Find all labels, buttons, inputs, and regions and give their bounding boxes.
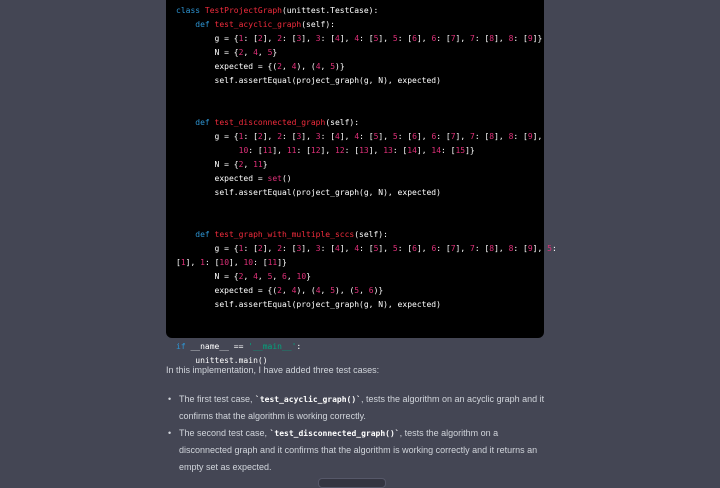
code-token: ,: [320, 62, 331, 71]
code-token: 10: [238, 146, 249, 155]
code-token: N = {: [176, 272, 239, 281]
code-token: 11: [253, 160, 263, 169]
code-token: ],: [301, 244, 316, 253]
code-token: 5: [373, 132, 379, 141]
code-token: :: [551, 244, 557, 253]
code-token: 2: [257, 132, 263, 141]
code-line: [176, 228, 557, 242]
code-token: ],: [339, 244, 355, 253]
code-token: N = {: [176, 48, 239, 57]
code-token: ,: [281, 62, 292, 71]
code-token: : [: [474, 244, 490, 253]
code-token: 6: [412, 244, 417, 253]
code-token: 14: [407, 146, 417, 155]
code-token: ],: [416, 132, 432, 141]
code-token: test_graph_with_multiple_sccs: [214, 230, 355, 239]
code-token: 4: [315, 62, 321, 71]
code-token: : [: [436, 34, 451, 43]
code-token: ],: [455, 132, 470, 141]
code-token: : [: [397, 244, 413, 253]
code-token: ],: [320, 146, 335, 155]
code-token: : [: [359, 132, 374, 141]
code-token: : [: [436, 132, 451, 141]
code-line: [176, 74, 557, 88]
code-token: ],: [532, 244, 548, 253]
code-token: 2: [277, 286, 282, 295]
code-token: 6: [431, 34, 437, 43]
list-item: [166, 391, 546, 425]
code-token: def: [195, 118, 215, 127]
inline-code: `test_disconnected_graph()`: [269, 429, 400, 438]
code-token: ,: [359, 286, 369, 295]
code-token: 3: [296, 132, 302, 141]
code-token: }: [306, 272, 311, 281]
code-token: ],: [272, 146, 287, 155]
code-token: 8: [508, 34, 514, 43]
code-token: ],: [416, 34, 432, 43]
code-token: test_disconnected_graph: [214, 118, 326, 127]
code-token: self.assertEqual(project_graph(g, N), expected): [176, 76, 441, 85]
code-token: set: [267, 174, 282, 183]
test-case-list: [166, 391, 546, 476]
code-token: )}: [373, 286, 384, 295]
code-token: ],: [262, 132, 278, 141]
code-token: : [: [441, 146, 456, 155]
code-token: : [: [320, 244, 336, 253]
code-token: 3: [315, 34, 321, 43]
code-token: ],: [455, 34, 470, 43]
code-line: [176, 186, 557, 200]
code-token: '__main__': [248, 342, 297, 351]
code-token: 7: [470, 34, 475, 43]
code-token: 7: [450, 34, 456, 43]
code-token: ), (: [296, 62, 316, 71]
code-token: g = {: [176, 132, 239, 141]
code-token: 3: [296, 34, 302, 43]
code-token: 5: [354, 286, 360, 295]
code-token: ,: [243, 160, 254, 169]
code-token: 2: [257, 244, 263, 253]
code-token: ,: [243, 48, 254, 57]
code-line: [176, 312, 557, 326]
code-line: [176, 242, 557, 256]
code-token: ],: [416, 244, 432, 253]
code-token: : [: [282, 244, 297, 253]
code-token: class: [176, 6, 205, 15]
code-token: 5: [392, 132, 398, 141]
code-token: : [: [397, 34, 413, 43]
code-token: 4: [335, 244, 340, 253]
code-line: [176, 46, 557, 60]
code-line: [176, 172, 557, 186]
code-token: : [: [359, 244, 374, 253]
code-token: 8: [489, 132, 495, 141]
code-token: ,: [243, 272, 254, 281]
code-token: ],: [339, 132, 355, 141]
code-line: [176, 284, 557, 298]
code-token: ],: [378, 34, 393, 43]
code-token: ,: [257, 272, 268, 281]
bullet-text-before: The first test case,: [179, 394, 256, 404]
code-token: if: [176, 342, 191, 351]
code-token: 9: [527, 132, 533, 141]
code-token: (self):: [354, 230, 388, 239]
code-token: ]}: [277, 258, 287, 267]
code-token: [176, 118, 195, 127]
code-token: 10: [243, 258, 254, 267]
code-token: : [: [359, 34, 374, 43]
list-item: [166, 425, 546, 476]
code-token: ],: [455, 244, 470, 253]
code-token: }: [262, 160, 268, 169]
code-token: 3: [315, 244, 321, 253]
code-token: 13: [383, 146, 393, 155]
code-token: ],: [339, 34, 355, 43]
code-token: 9: [527, 244, 533, 253]
code-token: 2: [238, 160, 244, 169]
code-token: 14: [431, 146, 442, 155]
code-token: 4: [253, 48, 258, 57]
code-token: 4: [291, 62, 297, 71]
code-token: ,: [272, 272, 283, 281]
code-token: 12: [335, 146, 345, 155]
code-token: (): [281, 174, 292, 183]
bullet-text-after: , tests the algorithm on a disconnected graph and it confirms that the algorithm is working correctly and it returns an empty set as expected.: [179, 428, 538, 472]
code-token: : [: [282, 132, 297, 141]
code-line: [176, 130, 557, 144]
code-token: [176, 146, 239, 155]
code-token: 1: [238, 34, 244, 43]
code-line: [176, 214, 557, 228]
code-token: 6: [282, 272, 287, 281]
code-token: ],: [494, 244, 509, 253]
code-token: 6: [412, 34, 417, 43]
code-token: 2: [238, 48, 244, 57]
code-token: : [: [248, 146, 263, 155]
code-token: ), (: [335, 286, 355, 295]
code-token: ],: [185, 258, 201, 267]
inline-code: `test_acyclic_graph()`: [255, 395, 361, 404]
code-line: [176, 60, 557, 74]
code-token: : [: [204, 258, 220, 267]
code-token: 6: [431, 244, 437, 253]
code-token: ],: [532, 132, 543, 141]
code-token: 6: [431, 132, 437, 141]
code-token: 10: [296, 272, 307, 281]
code-token: 1: [238, 132, 244, 141]
code-token: ],: [368, 146, 384, 155]
code-token: 8: [508, 244, 514, 253]
code-token: ,: [286, 272, 297, 281]
code-token: }: [272, 48, 278, 57]
code-token: 8: [508, 132, 514, 141]
code-token: [176, 20, 195, 29]
scroll-to-bottom-button[interactable]: [318, 478, 386, 488]
code-token: unittest.main(): [176, 356, 268, 365]
code-token: : [: [436, 244, 451, 253]
code-content: [176, 4, 557, 368]
code-token: 5: [330, 62, 336, 71]
code-token: 5: [267, 272, 273, 281]
code-token: 4: [315, 286, 321, 295]
bullet-text-after: , tests the algorithm on an acyclic graph and it confirms that the algorithm is working correctly.: [179, 394, 545, 421]
code-token: 5: [392, 34, 398, 43]
code-line: [176, 298, 557, 312]
code-line: [176, 116, 557, 130]
code-token: g = {: [176, 34, 239, 43]
code-token: 7: [470, 244, 475, 253]
code-token: 7: [450, 244, 456, 253]
code-token: test_acyclic_graph: [214, 20, 302, 29]
code-token: 6: [412, 132, 417, 141]
code-token: g = {: [176, 244, 239, 253]
code-token: : [: [243, 34, 258, 43]
code-token: (unittest.TestCase):: [281, 6, 379, 15]
code-token: [176, 230, 195, 239]
code-token: : [: [282, 34, 297, 43]
code-token: 11: [262, 146, 273, 155]
code-token: expected = {(: [176, 286, 278, 295]
code-token: : [: [243, 244, 258, 253]
code-token: 5: [392, 244, 398, 253]
code-token: 6: [368, 286, 374, 295]
code-token: : [: [344, 146, 360, 155]
code-token: 9: [527, 34, 533, 43]
code-token: 4: [335, 34, 340, 43]
code-line: [176, 102, 557, 116]
code-token: 4: [354, 132, 360, 141]
code-line: [176, 18, 557, 32]
code-token: : [: [320, 34, 336, 43]
code-token: (self):: [301, 20, 335, 29]
code-token: 8: [489, 244, 495, 253]
code-token: ,: [281, 286, 292, 295]
code-token: expected = {(: [176, 62, 278, 71]
code-token: ]}: [465, 146, 475, 155]
code-token: 5: [373, 244, 379, 253]
code-token: ],: [229, 258, 244, 267]
code-line: [176, 158, 557, 172]
code-token: ,: [257, 48, 268, 57]
code-token: 3: [296, 244, 302, 253]
code-token: 2: [277, 244, 283, 253]
code-token: self.assertEqual(project_graph(g, N), expected): [176, 188, 441, 197]
bullet-text-before: The second test case,: [179, 428, 270, 438]
code-token: 2: [277, 34, 283, 43]
code-line: [176, 270, 557, 284]
code-token: ],: [378, 132, 393, 141]
code-token: : [: [513, 132, 528, 141]
code-line: [176, 144, 557, 158]
code-token: ],: [494, 34, 509, 43]
code-token: def: [195, 20, 215, 29]
code-token: : [: [253, 258, 268, 267]
code-token: __name__ ==: [190, 342, 249, 351]
code-token: 5: [330, 286, 336, 295]
code-token: : [: [243, 132, 258, 141]
code-token: :: [296, 342, 302, 351]
code-token: 3: [315, 132, 321, 141]
code-token: 2: [257, 34, 263, 43]
code-token: : [: [296, 146, 311, 155]
code-token: ]}: [532, 34, 543, 43]
code-token: ],: [494, 132, 509, 141]
code-token: 8: [489, 34, 495, 43]
code-token: expected =: [176, 174, 268, 183]
code-token: ],: [378, 244, 393, 253]
code-token: 7: [470, 132, 475, 141]
code-token: )}: [335, 62, 345, 71]
code-token: 2: [277, 132, 283, 141]
code-token: 11: [286, 146, 297, 155]
code-token: 2: [277, 62, 282, 71]
code-token: 1: [180, 258, 186, 267]
code-token: TestProjectGraph: [204, 6, 282, 15]
code-token: ],: [416, 146, 432, 155]
code-token: ],: [262, 34, 278, 43]
response-text: [166, 362, 546, 476]
code-token: 12: [310, 146, 321, 155]
code-token: 11: [267, 258, 278, 267]
code-token: 1: [200, 258, 205, 267]
code-token: ,: [320, 286, 331, 295]
code-token: 15: [455, 146, 466, 155]
code-line: [176, 340, 557, 354]
code-token: ],: [301, 132, 316, 141]
code-token: 1: [238, 244, 244, 253]
code-token: 5: [547, 244, 552, 253]
code-token: def: [195, 230, 215, 239]
code-token: 4: [335, 132, 340, 141]
code-token: : [: [474, 132, 490, 141]
code-token: : [: [513, 244, 528, 253]
code-token: 13: [359, 146, 369, 155]
code-token: ],: [301, 34, 316, 43]
code-token: : [: [320, 132, 336, 141]
code-token: ],: [262, 244, 278, 253]
code-line: [176, 88, 557, 102]
code-token: ), (: [296, 286, 316, 295]
code-token: self.assertEqual(project_graph(g, N), expected): [176, 300, 441, 309]
code-token: 5: [267, 48, 273, 57]
intro-paragraph: In this implementation, I have added three test cases:: [166, 365, 380, 375]
code-line: [176, 4, 557, 18]
code-token: : [: [392, 146, 408, 155]
code-token: 2: [238, 272, 244, 281]
code-token: N = {: [176, 160, 239, 169]
code-token: 4: [354, 34, 360, 43]
code-token: 10: [219, 258, 230, 267]
code-token: 4: [291, 286, 297, 295]
code-token: (self):: [325, 118, 360, 127]
code-token: 4: [354, 244, 360, 253]
code-line: [176, 32, 557, 46]
code-token: 4: [253, 272, 258, 281]
code-token: : [: [397, 132, 413, 141]
code-line: [176, 326, 557, 340]
code-line: [176, 256, 557, 270]
code-token: 7: [450, 132, 456, 141]
code-token: : [: [474, 34, 490, 43]
code-token: 5: [373, 34, 379, 43]
code-token: [: [176, 258, 181, 267]
code-token: : [: [513, 34, 528, 43]
code-block: [166, 0, 557, 365]
code-line: [176, 200, 557, 214]
